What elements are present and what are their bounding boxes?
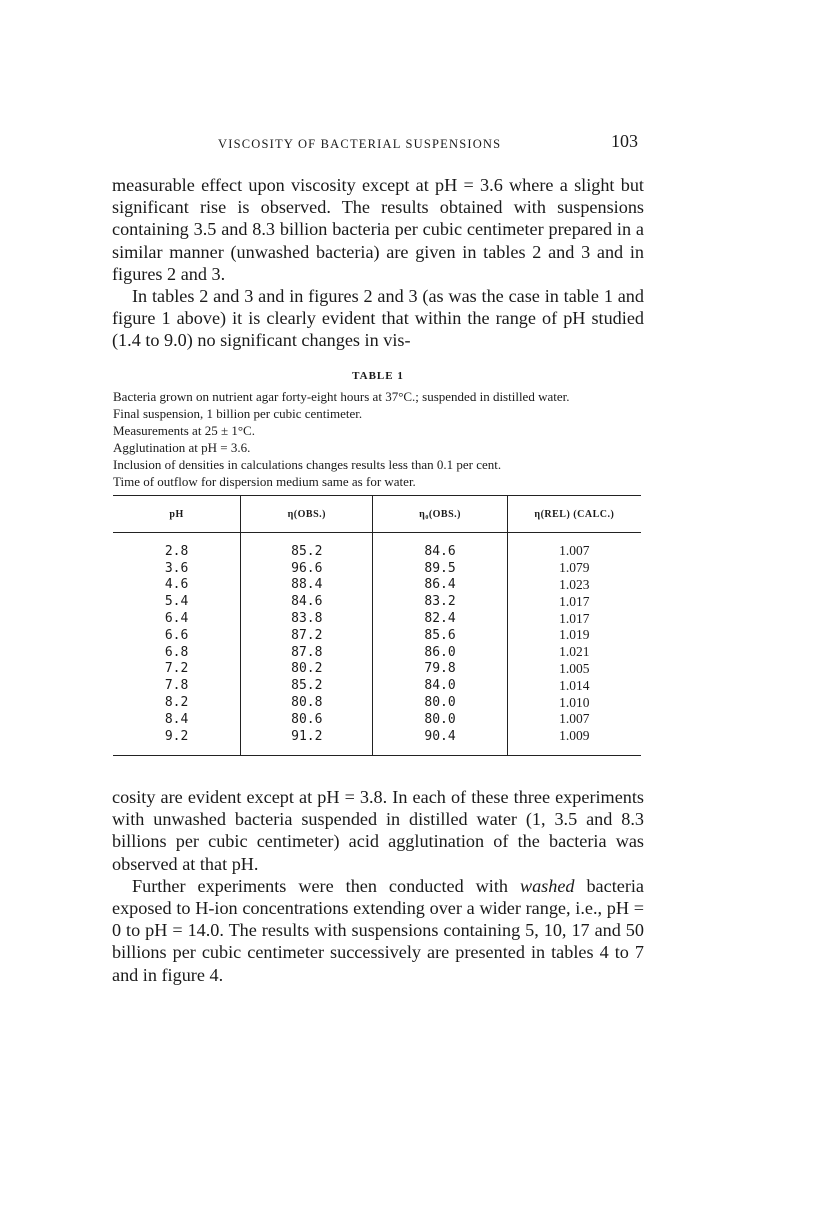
cell-ph: 8.2	[164, 695, 189, 711]
cell-eta0-obs: 86.4	[373, 577, 507, 594]
paragraph: In tables 2 and 3 and in figures 2 and 3 (as was the case in table 1 and figure 1 above) it is clearly evident that within the range of pH studied (1.4 to 9.0) no significant changes in vis-	[112, 286, 644, 351]
cell-eta-rel-calc: 1.014	[507, 677, 641, 694]
cell-eta-rel-calc: 1.009	[507, 728, 641, 755]
cell-eta0-obs: 84.6	[373, 533, 507, 560]
table-row	[113, 560, 641, 577]
cell-eta0-obs: 90.4	[373, 728, 507, 755]
body-text-bottom	[112, 786, 644, 986]
cell-eta-rel-calc: 1.023	[507, 577, 641, 594]
table-row	[113, 677, 641, 694]
cell-eta-obs: 80.8	[241, 694, 373, 711]
table-row	[113, 533, 641, 560]
cell-eta-obs: 87.8	[241, 644, 373, 661]
table-1	[113, 370, 643, 756]
paragraph: measurable effect upon viscosity except at pH = 3.6 where a slight but significant rise is observed. The results obtained with suspensions containing 3.5 and 8.3 billion bacteria per cubic centimeter prepared in a similar manner (unwashed bacteria) are given in tables 2 and 3 and in figures 2 and 3.	[112, 175, 644, 284]
cell-eta-obs: 83.8	[241, 610, 373, 627]
page-header	[112, 131, 640, 157]
cell-ph: 2.8	[164, 543, 189, 559]
cell-eta0-obs: 80.0	[373, 711, 507, 728]
cell-ph: 7.2	[164, 661, 189, 677]
column-header-eta-rel-calc: η(REL) (CALC.)	[507, 496, 641, 533]
cell-ph: 6.8	[164, 644, 189, 660]
table-title: TABLE 1	[352, 370, 404, 382]
cell-eta0-obs: 84.0	[373, 677, 507, 694]
table-caption-line: Agglutination at pH = 3.6.	[113, 440, 251, 455]
cell-eta-obs: 84.6	[241, 593, 373, 610]
table-row	[113, 711, 641, 728]
cell-eta-rel-calc: 1.017	[507, 593, 641, 610]
cell-ph: 5.4	[164, 594, 189, 610]
table-row	[113, 644, 641, 661]
body-text-top	[112, 174, 644, 352]
cell-eta-rel-calc: 1.007	[507, 711, 641, 728]
table-row	[113, 661, 641, 678]
cell-eta-obs: 88.4	[241, 577, 373, 594]
cell-eta-obs: 85.2	[241, 533, 373, 560]
cell-eta-rel-calc: 1.007	[507, 533, 641, 560]
emphasis-washed: washed	[519, 875, 575, 896]
data-table	[113, 495, 641, 756]
cell-eta-rel-calc: 1.010	[507, 694, 641, 711]
cell-eta-rel-calc: 1.017	[507, 610, 641, 627]
running-title: VISCOSITY OF BACTERIAL SUSPENSIONS	[218, 137, 502, 151]
cell-eta-rel-calc: 1.079	[507, 560, 641, 577]
text-run: bacteria exposed to H-ion concentrations extending over a wider range, i.e., pH = 0 to pH = 14.0. The results with suspensions containing 5, 10, 17 and 50 billions per cubic centimeter successively are presented in tables 4 to 7 and in figure 4.	[112, 875, 645, 985]
paragraph: cosity are evident except at pH = 3.8. In each of these three experiments with unwashed bacteria suspended in distilled water (1, 3.5 and 8.3 billions per cubic centimeter) acid agglutination of the bacteria was observed at that pH.	[112, 787, 644, 874]
cell-eta0-obs: 83.2	[373, 593, 507, 610]
table-row	[113, 593, 641, 610]
cell-eta-obs: 85.2	[241, 677, 373, 694]
table-caption-line: Final suspension, 1 billion per cubic centimeter.	[113, 406, 363, 421]
cell-eta-obs: 91.2	[241, 728, 373, 755]
table-row	[113, 728, 641, 755]
cell-ph: 8.4	[164, 711, 189, 727]
cell-eta-rel-calc: 1.021	[507, 644, 641, 661]
table-caption-line: Inclusion of densities in calculations changes results less than 0.1 per cent.	[113, 457, 502, 472]
text-run: Further experiments were then conducted with	[132, 875, 520, 896]
cell-eta-obs: 96.6	[241, 560, 373, 577]
paragraph	[112, 875, 644, 986]
cell-eta0-obs: 79.8	[373, 661, 507, 678]
cell-eta-obs: 80.6	[241, 711, 373, 728]
cell-ph: 4.6	[164, 577, 189, 593]
cell-eta-obs: 87.2	[241, 627, 373, 644]
table-row	[113, 577, 641, 594]
cell-eta-rel-calc: 1.005	[507, 661, 641, 678]
table-header-row	[113, 496, 641, 533]
cell-eta0-obs: 82.4	[373, 610, 507, 627]
table-caption-line: Bacteria grown on nutrient agar forty-eight hours at 37°C.; suspended in distilled water.	[113, 389, 570, 404]
cell-ph: 6.4	[164, 611, 189, 627]
table-caption-line: Time of outflow for dispersion medium same as for water.	[113, 474, 416, 489]
table-body	[113, 533, 641, 756]
column-header-eta0-obs: η₀(OBS.)	[373, 496, 507, 533]
table-row	[113, 610, 641, 627]
table-caption-line: Measurements at 25 ± 1°C.	[113, 423, 255, 438]
column-header-eta-obs: η(OBS.)	[241, 496, 373, 533]
cell-ph: 9.2	[164, 728, 189, 744]
cell-eta0-obs: 80.0	[373, 694, 507, 711]
cell-ph: 3.6	[164, 560, 189, 576]
cell-ph: 7.8	[164, 678, 189, 694]
cell-ph: 6.6	[164, 627, 189, 643]
page-number: 103	[611, 131, 638, 151]
column-header-ph: pH	[113, 496, 241, 533]
table-row	[113, 694, 641, 711]
cell-eta-rel-calc: 1.019	[507, 627, 641, 644]
cell-eta0-obs: 85.6	[373, 627, 507, 644]
table-row	[113, 627, 641, 644]
cell-eta0-obs: 86.0	[373, 644, 507, 661]
cell-eta-obs: 80.2	[241, 661, 373, 678]
cell-eta0-obs: 89.5	[373, 560, 507, 577]
